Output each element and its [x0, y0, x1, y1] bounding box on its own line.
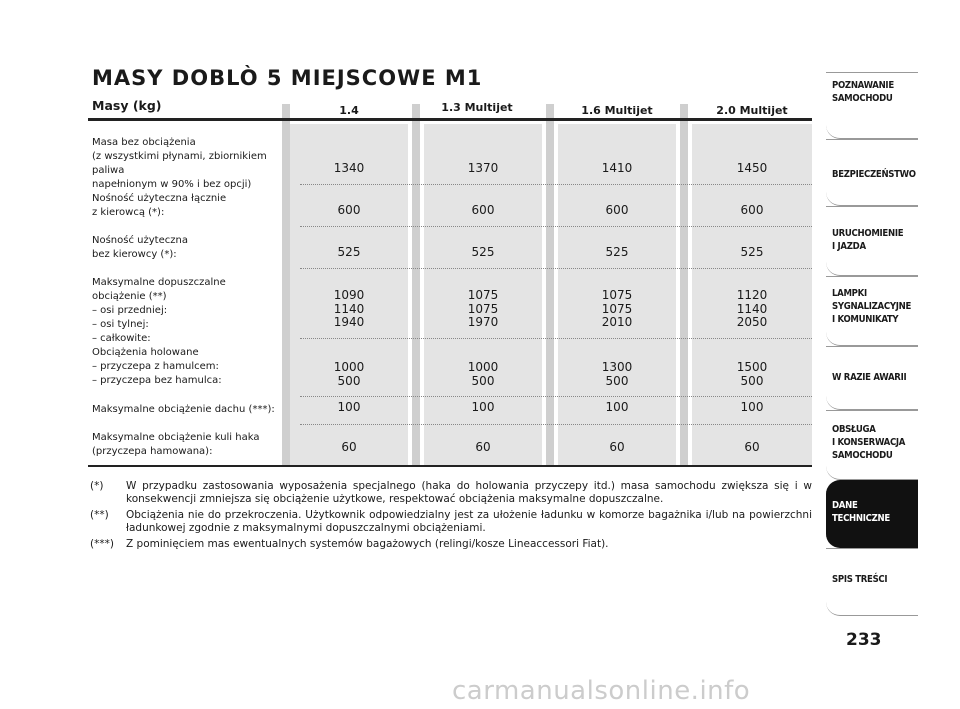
table-cell: 60	[475, 440, 491, 454]
column-header-4: 2.0 Multijet	[716, 104, 788, 117]
table-cell: 60	[744, 440, 760, 454]
table-cell: 1300 500	[601, 360, 633, 388]
side-tab-label: SPIS TREŚCI	[832, 574, 888, 585]
column-separator	[412, 104, 420, 467]
side-tab-dane-techniczne[interactable]	[826, 480, 918, 548]
footnote	[90, 538, 812, 551]
row-separator	[300, 184, 812, 185]
row-separator	[300, 396, 812, 397]
table-cell: 100	[605, 400, 629, 414]
table-bottom-rule	[88, 465, 812, 467]
table-cell: 525	[471, 245, 495, 259]
row-label: Nośność użyteczna łącznie z kierowcą (*):	[92, 193, 227, 218]
row-label: Masa bez obciążenia (z wszystkimi płynami, zbiornikiem paliwa napełnionym w 90% i bez opcji)	[92, 137, 267, 190]
table-cell: 1120 1140 2050	[736, 288, 768, 329]
table-cell: 600	[740, 203, 764, 217]
table-cell: 525	[605, 245, 629, 259]
table-cell: 1075 1075 1970	[467, 288, 499, 329]
side-tab-label: W RAZIE AWARII	[832, 372, 907, 383]
column-header-2: 1.3 Multijet	[441, 101, 513, 114]
table-cell: 1370	[467, 161, 499, 175]
table-cell: 60	[341, 440, 357, 454]
footnote-text: W przypadku zastosowania wyposażenia specjalnego (haka do holowania przyczepy itd.) masa samochodu zwiększa się i w konsekwencji zmniejsza się obciążenie użytkowe, respektować obciążenia maksymalne dopuszczalne.	[126, 480, 812, 505]
side-tab-label: LAMPKI SYGNALIZACYJNE I KOMUNIKATY	[832, 288, 911, 325]
column-header-3: 1.6 Multijet	[581, 104, 653, 117]
side-tab-lampki[interactable]	[826, 276, 918, 346]
side-tab-label: POZNAWANIE SAMOCHODU	[832, 80, 894, 104]
table-cell: 100	[471, 400, 495, 414]
table-cell: 60	[609, 440, 625, 454]
column-header-1: 1.4	[339, 104, 359, 117]
side-tab-spis-tresci[interactable]	[826, 548, 918, 616]
side-tab-awarii[interactable]	[826, 346, 918, 410]
table-cell: 1090 1140 1940	[333, 288, 365, 329]
row-separator	[300, 226, 812, 227]
table-cell: 100	[740, 400, 764, 414]
row-label: Obciążenia holowane – przyczepa z hamulcem: – przyczepa bez hamulca:	[92, 347, 222, 386]
footnote	[90, 480, 812, 506]
table-cell: 525	[740, 245, 764, 259]
side-tab-label: URUCHOMIENIE I JAZDA	[832, 228, 904, 252]
table-cell: 1500 500	[736, 360, 768, 388]
row-label: Maksymalne obciążenie dachu (***):	[92, 404, 275, 415]
side-tab-obsluga[interactable]	[826, 410, 918, 480]
side-tab-poznawanie[interactable]	[826, 72, 918, 139]
footnote-mark: (***)	[90, 538, 114, 550]
table-cell: 600	[471, 203, 495, 217]
table-cell: 1000 500	[467, 360, 499, 388]
row-label: Nośność użyteczna bez kierowcy (*):	[92, 235, 188, 260]
column-separator	[680, 104, 688, 467]
row-separator	[300, 424, 812, 425]
column-separator	[282, 104, 290, 467]
watermark: carmanualsonline.info	[452, 676, 751, 706]
table-cell: 525	[337, 245, 361, 259]
row-separator	[300, 268, 812, 269]
footnote-text: Obciążenia nie do przekroczenia. Użytkownik odpowiedzialny jest za ułożenie ładunku w komorze bagażnika i/lub na powierzchni ładunkowej zgodnie z maksymalnymi dopuszczalnymi obciążeniami.	[126, 509, 812, 534]
footnote-mark: (**)	[90, 509, 109, 521]
column-separator	[546, 104, 554, 467]
footnote-text: Z pominięciem mas ewentualnych systemów bagażowych (relingi/kosze Lineaccessori Fiat).	[126, 538, 609, 550]
row-separator	[300, 338, 812, 339]
table-cell: 1450	[736, 161, 768, 175]
side-tab-label: OBSŁUGA I KONSERWACJA SAMOCHODU	[832, 424, 906, 461]
table-cell: 600	[337, 203, 361, 217]
footnotes	[90, 480, 812, 554]
table-cell: 100	[337, 400, 361, 414]
side-tab-bezpieczenstwo[interactable]	[826, 139, 918, 206]
side-tab-label: BEZPIECZEŃSTWO	[832, 169, 916, 180]
table-cell: 1000 500	[333, 360, 365, 388]
row-label: Maksymalne dopuszczalne obciążenie (**) – osi przedniej: – osi tylnej: – całkowite:	[92, 277, 226, 344]
footnote	[90, 509, 812, 535]
table-cell: 600	[605, 203, 629, 217]
table-top-rule	[88, 118, 812, 121]
table-cell: 1340	[333, 161, 365, 175]
page-number: 233	[846, 630, 882, 650]
table-cell: 1410	[601, 161, 633, 175]
side-tab-label: DANE TECHNICZNE	[832, 500, 890, 524]
footnote-mark: (*)	[90, 480, 104, 492]
page-title: MASY DOBLÒ 5 MIEJSCOWE M1	[92, 66, 483, 90]
table-header-label: Masy (kg)	[92, 98, 162, 113]
table-cell: 1075 1075 2010	[601, 288, 633, 329]
side-tab-uruchomienie[interactable]	[826, 206, 918, 276]
row-label: Maksymalne obciążenie kuli haka (przyczepa hamowana):	[92, 432, 260, 457]
